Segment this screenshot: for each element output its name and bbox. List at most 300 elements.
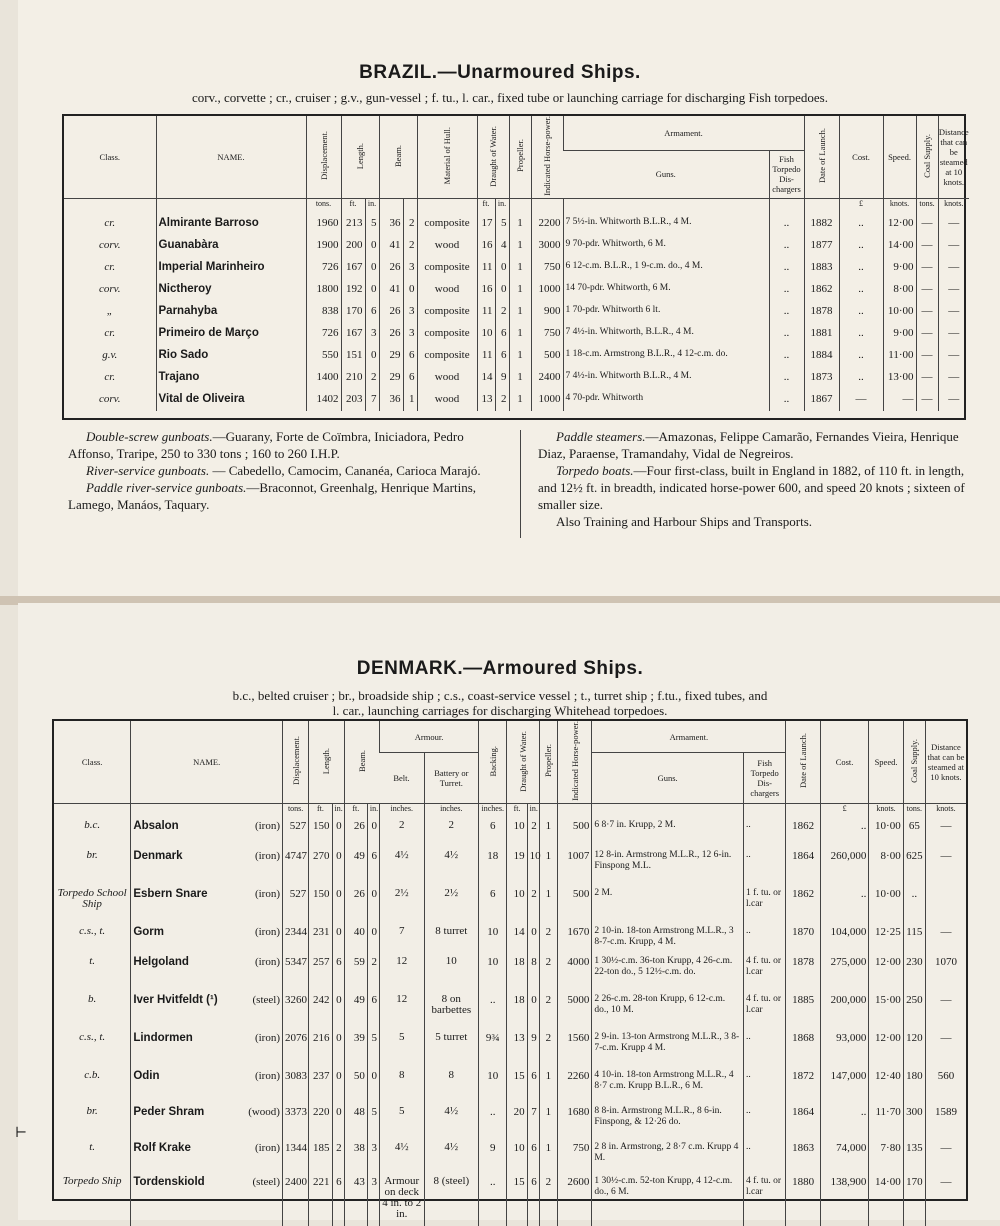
unit-ft: ft. (341, 198, 365, 213)
fish-cell: .. (743, 848, 785, 886)
length-ft-cell: 257 (309, 954, 332, 992)
beam-in-cell: 0 (367, 1068, 379, 1104)
table-row (54, 1104, 966, 1140)
displacement-cell: 527 (282, 818, 308, 848)
draught-in-cell: 5 (495, 213, 509, 235)
launch-cell: 1884 (804, 345, 839, 367)
displacement-cell: 726 (306, 323, 341, 345)
belt-cell: 4½ (380, 1140, 424, 1174)
battery-cell: 4½ (424, 1104, 479, 1140)
displacement-cell: 3083 (282, 1068, 308, 1104)
beam-in-cell: 3 (403, 323, 417, 345)
beam-in-cell: 2 (403, 213, 417, 235)
fish-cell: 4 f. tu. or l.car (743, 954, 785, 992)
backing-cell: 6 (479, 818, 507, 848)
beam-in-cell: 2 (403, 235, 417, 257)
table-row (64, 389, 969, 411)
cost-cell: .. (839, 367, 883, 389)
unit-inches: inches. (424, 803, 479, 818)
speed-cell: 12·25 (869, 924, 903, 954)
length-ft-cell: 167 (341, 323, 365, 345)
displacement-cell: 838 (306, 301, 341, 323)
length-ft-cell: 270 (309, 848, 332, 886)
draught-in-cell: 6 (527, 1068, 539, 1104)
unit-in: in. (527, 803, 539, 818)
speed-cell: 14·00 (869, 1174, 903, 1226)
class-cell: br. (86, 848, 98, 861)
draught-ft-cell: 10 (507, 818, 527, 848)
backing-cell: 9 (479, 1140, 507, 1174)
propeller-cell: 1 (509, 213, 531, 235)
launch-cell: 1862 (804, 279, 839, 301)
coal-cell: — (916, 257, 938, 279)
length-in-cell: 0 (332, 992, 344, 1030)
draught-in-cell: 7 (527, 1104, 539, 1140)
ihp-cell: 1000 (531, 279, 563, 301)
brazil-table (64, 116, 969, 411)
hull-material: (steel) (252, 993, 280, 1006)
beam-in-cell: 3 (403, 257, 417, 279)
class-cell: b.c. (84, 818, 101, 831)
backing-cell: 10 (479, 954, 507, 992)
propeller-cell: 1 (539, 886, 557, 924)
belt-cell: 12 (380, 954, 424, 992)
draught-in-cell: 10 (527, 848, 539, 886)
distance-cell: — (925, 848, 966, 886)
beam-ft-cell: 26 (344, 818, 367, 848)
cost-cell: .. (820, 1104, 869, 1140)
fish-cell: .. (743, 1030, 785, 1068)
draught-in-cell: 8 (527, 954, 539, 992)
draught-in-cell: 2 (527, 886, 539, 924)
fish-cell: 4 f. tu. or l.car (743, 992, 785, 1030)
beam-in-cell: 0 (367, 886, 379, 924)
cost-cell: 93,000 (820, 1030, 869, 1068)
propeller-cell: 1 (539, 818, 557, 848)
unit-ft: ft. (477, 198, 495, 213)
backing-cell: .. (479, 992, 507, 1030)
guns-cell: 2 9-in. 13-ton Armstrong M.L.R., 3 8-7-c.m. Krupp 4 M. (592, 1030, 744, 1068)
launch-cell: 1885 (786, 992, 820, 1030)
col-material: Material of Hull. (442, 127, 452, 185)
draught-in-cell: 0 (527, 924, 539, 954)
col-displacement: Displacement. (290, 736, 301, 786)
distance-cell: — (938, 367, 969, 389)
class-cell: br. (86, 1104, 98, 1117)
denmark-units-row (54, 803, 966, 818)
name-cell: Vital de Oliveira (156, 389, 306, 411)
unit-tons: tons. (306, 198, 341, 213)
coal-cell: 120 (903, 1030, 925, 1068)
displacement-cell: 2400 (282, 1174, 308, 1226)
coal-cell: — (916, 279, 938, 301)
coal-cell: 115 (903, 924, 925, 954)
guns-cell: 7 4½-in. Whitworth B.L.R., 4 M. (563, 367, 769, 389)
beam-in-cell: 1 (403, 389, 417, 411)
beam-in-cell: 6 (403, 345, 417, 367)
cost-cell: .. (839, 257, 883, 279)
name-cell: Trajano (156, 367, 306, 389)
table-row (54, 848, 966, 886)
class-cell: cr. (104, 326, 116, 339)
unit-knots: knots. (869, 803, 903, 818)
draught-ft-cell: 19 (507, 848, 527, 886)
name-cell (131, 924, 283, 954)
hull-material: (iron) (254, 1141, 280, 1154)
col-fish: Fish Torpedo Dis-chargers (743, 753, 785, 804)
backing-cell: 6 (479, 886, 507, 924)
denmark-table (54, 721, 966, 1226)
ship-name: Esbern Snare (133, 887, 208, 900)
belt-cell: 5 (380, 1030, 424, 1068)
fish-cell: .. (743, 818, 785, 848)
beam-ft-cell: 39 (344, 1030, 367, 1068)
length-ft-cell: 167 (341, 257, 365, 279)
length-ft-cell: 220 (309, 1104, 332, 1140)
displacement-cell: 3260 (282, 992, 308, 1030)
ship-name: Peder Shram (133, 1105, 205, 1118)
cost-cell: 260,000 (820, 848, 869, 886)
displacement-cell: 527 (282, 886, 308, 924)
col-class: Class. (54, 721, 131, 803)
ihp-cell: 1680 (557, 1104, 591, 1140)
guns-cell: 4 70-pdr. Whitworth (563, 389, 769, 411)
denmark-legend-2: l. car., launching carriages for discharging Whitehead torpedoes. (332, 703, 668, 718)
speed-cell: 8·00 (869, 848, 903, 886)
length-in-cell: 6 (332, 954, 344, 992)
denmark-title: DENMARK.—Armoured Ships. (356, 658, 644, 679)
launch-cell: 1878 (804, 301, 839, 323)
speed-cell: 10·00 (883, 301, 916, 323)
beam-in-cell: 0 (403, 279, 417, 301)
denmark-table-frame (52, 719, 968, 1220)
launch-cell: 1862 (786, 886, 820, 924)
beam-ft-cell: 26 (344, 886, 367, 924)
ihp-cell: 1560 (557, 1030, 591, 1068)
length-in-cell: 0 (332, 1104, 344, 1140)
unit-in: in. (367, 803, 379, 818)
coal-cell: — (916, 213, 938, 235)
guns-cell: 6 12-c.m. B.L.R., 1 9-c.m. do., 4 M. (563, 257, 769, 279)
length-in-cell: 0 (332, 848, 344, 886)
table-row (64, 367, 969, 389)
beam-ft-cell: 59 (344, 954, 367, 992)
draught-ft-cell: 17 (477, 213, 495, 235)
ship-name: Absalon (133, 819, 179, 832)
ship-name: Helgoland (133, 955, 189, 968)
distance-cell: — (938, 301, 969, 323)
displacement-cell: 4747 (282, 848, 308, 886)
guns-cell: 8 8-in. Armstrong M.L.R., 8 6-in. Finspong, & 12·26 do. (592, 1104, 744, 1140)
unit-tons: tons. (282, 803, 308, 818)
draught-in-cell: 6 (527, 1140, 539, 1174)
draught-ft-cell: 10 (507, 886, 527, 924)
length-ft-cell: 151 (341, 345, 365, 367)
ship-name: Gorm (133, 925, 164, 938)
guns-cell: 12 8-in. Armstrong M.L.R., 12 6-in. Finspong M.L. (592, 848, 744, 886)
name-cell (131, 954, 283, 992)
belt-cell: 7 (380, 924, 424, 954)
brazil-legend: corv., corvette ; cr., cruiser ; g.v., gun-vessel ; f. tu., l. car., fixed tube or launching carriage for discharging Fish torpedoes. (192, 90, 828, 105)
propeller-cell: 1 (509, 323, 531, 345)
cost-cell: .. (839, 345, 883, 367)
hull-material: (iron) (254, 1031, 280, 1044)
class-cell: c.b. (84, 1068, 101, 1081)
draught-in-cell: 0 (495, 257, 509, 279)
class-cell: Torpedo Ship (62, 1174, 122, 1187)
launch-cell: 1881 (804, 323, 839, 345)
note-river-service: River-service gunboats. — Cabedello, Camocim, Cananéa, Carioca Marajó. (86, 463, 481, 478)
distance-cell: 1070 (925, 954, 966, 992)
col-distance: Distance that can be steamed at 10 knots. (938, 116, 969, 198)
coal-cell: 250 (903, 992, 925, 1030)
guns-cell: 7 5½-in. Whitworth B.L.R., 4 M. (563, 213, 769, 235)
length-in-cell: 0 (332, 924, 344, 954)
battery-cell: 4½ (424, 1140, 479, 1174)
speed-cell: 12·40 (869, 1068, 903, 1104)
draught-ft-cell: 10 (507, 1140, 527, 1174)
launch-cell: 1883 (804, 257, 839, 279)
speed-cell: 12·00 (869, 954, 903, 992)
unit-pound: £ (820, 803, 869, 818)
battery-cell: 8 turret (424, 924, 479, 954)
name-cell (131, 886, 283, 924)
hull-material: (iron) (254, 887, 280, 900)
distance-cell: 1589 (925, 1104, 966, 1140)
distance-cell: — (925, 924, 966, 954)
speed-cell: 12·00 (883, 213, 916, 235)
draught-ft-cell: 11 (477, 257, 495, 279)
brazil-notes-right (538, 428, 968, 530)
battery-cell: 4½ (424, 848, 479, 886)
displacement-cell: 5347 (282, 954, 308, 992)
length-in-cell: 3 (365, 323, 379, 345)
launch-cell: 1872 (786, 1068, 820, 1104)
unit-ft: ft. (507, 803, 527, 818)
col-propeller: Propeller. (515, 139, 525, 173)
length-ft-cell: 170 (341, 301, 365, 323)
launch-cell: 1882 (804, 213, 839, 235)
displacement-cell: 1402 (306, 389, 341, 411)
beam-in-cell: 3 (367, 1174, 379, 1226)
battery-cell: 8 (424, 1068, 479, 1104)
name-cell (131, 1030, 283, 1068)
table-row (64, 323, 969, 345)
belt-cell: 2 (380, 818, 424, 848)
table-row (54, 1174, 966, 1226)
hull-material: (steel) (252, 1175, 280, 1188)
launch-cell: 1873 (804, 367, 839, 389)
speed-cell: 13·00 (883, 367, 916, 389)
draught-ft-cell: 11 (477, 345, 495, 367)
beam-ft-cell: 26 (379, 301, 403, 323)
class-cell: cr. (104, 216, 116, 229)
cost-cell: .. (820, 818, 869, 848)
col-length: Length. (355, 142, 365, 169)
brazil-title: BRAZIL.—Unarmoured Ships. (359, 62, 641, 83)
beam-ft-cell: 36 (379, 213, 403, 235)
draught-in-cell: 2 (527, 818, 539, 848)
beam-ft-cell: 36 (379, 389, 403, 411)
propeller-cell: 1 (509, 389, 531, 411)
table-row (64, 257, 969, 279)
table-row (54, 924, 966, 954)
note-training: Also Training and Harbour Ships and Transports. (556, 514, 813, 529)
battery-cell: 5 turret (424, 1030, 479, 1068)
col-guns: Guns. (563, 151, 769, 199)
name-cell: Almirante Barroso (156, 213, 306, 235)
cost-cell: .. (820, 886, 869, 924)
distance-cell: — (925, 1174, 966, 1226)
col-guns: Guns. (592, 753, 744, 804)
cost-cell: 104,000 (820, 924, 869, 954)
col-coal: Coal Supply. (909, 738, 920, 783)
name-cell (131, 1140, 283, 1174)
unit-distance-knots: knots. (925, 803, 966, 818)
beam-ft-cell: 29 (379, 345, 403, 367)
draught-ft-cell: 13 (507, 1030, 527, 1068)
draught-ft-cell: 16 (477, 235, 495, 257)
beam-ft-cell: 50 (344, 1068, 367, 1104)
class-cell: t. (89, 1140, 96, 1153)
col-fish: Fish Torpedo Dis-chargers (769, 151, 804, 199)
draught-ft-cell: 14 (507, 924, 527, 954)
col-length: Length. (321, 747, 332, 774)
length-in-cell: 0 (332, 1068, 344, 1104)
name-cell (131, 1068, 283, 1104)
propeller-cell: 1 (509, 257, 531, 279)
distance-cell: — (938, 279, 969, 301)
displacement-cell: 1400 (306, 367, 341, 389)
length-ft-cell: 192 (341, 279, 365, 301)
propeller-cell: 1 (509, 301, 531, 323)
displacement-cell: 1960 (306, 213, 341, 235)
name-cell (131, 1174, 283, 1226)
battery-cell: 8 on barbettes (424, 992, 479, 1030)
displacement-cell: 2076 (282, 1030, 308, 1068)
beam-in-cell: 5 (367, 1030, 379, 1068)
distance-cell: — (938, 323, 969, 345)
beam-in-cell: 0 (367, 818, 379, 848)
launch-cell: 1864 (786, 848, 820, 886)
ihp-cell: 2200 (531, 213, 563, 235)
draught-ft-cell: 18 (507, 954, 527, 992)
name-cell (131, 992, 283, 1030)
cost-cell: 200,000 (820, 992, 869, 1030)
col-draught: Draught of Water. (518, 730, 529, 792)
draught-in-cell: 2 (495, 389, 509, 411)
unit-inches: inches. (479, 803, 507, 818)
ihp-cell: 500 (557, 886, 591, 924)
class-cell: g.v. (102, 348, 118, 361)
col-name: NAME. (131, 721, 283, 803)
fish-cell: .. (743, 1104, 785, 1140)
material-cell: wood (417, 279, 477, 301)
ship-name: Rolf Krake (133, 1141, 191, 1154)
table-row (54, 1030, 966, 1068)
ship-name: Iver Hvitfeldt (¹) (133, 993, 218, 1006)
table-row (64, 301, 969, 323)
class-cell: t. (89, 954, 96, 967)
propeller-cell: 2 (539, 1030, 557, 1068)
cost-cell: .. (839, 279, 883, 301)
draught-in-cell: 9 (495, 367, 509, 389)
coal-cell: — (916, 235, 938, 257)
name-cell: Nictheroy (156, 279, 306, 301)
col-beam: Beam. (393, 144, 403, 167)
backing-cell: 10 (479, 924, 507, 954)
launch-cell: 1864 (786, 1104, 820, 1140)
fish-cell: .. (769, 301, 804, 323)
class-cell: Torpedo School Ship (57, 886, 127, 910)
ihp-cell: 750 (531, 257, 563, 279)
coal-cell: — (916, 345, 938, 367)
table-row (64, 345, 969, 367)
draught-in-cell: 6 (527, 1174, 539, 1226)
draught-in-cell: 4 (495, 235, 509, 257)
hull-material: (wood) (248, 1105, 280, 1118)
class-cell: corv. (99, 238, 121, 251)
name-cell: Guanabàra (156, 235, 306, 257)
length-ft-cell: 200 (341, 235, 365, 257)
col-armament: Armament. (563, 116, 804, 151)
length-in-cell: 0 (365, 345, 379, 367)
fish-cell: 1 f. tu. or l.car (743, 886, 785, 924)
col-ihp: Indicated Horse-power. (542, 116, 552, 196)
draught-ft-cell: 16 (477, 279, 495, 301)
distance-cell: 560 (925, 1068, 966, 1104)
coal-cell: 230 (903, 954, 925, 992)
note-paddle-steamers: Paddle steamers.—Amazonas, Felippe Camarão, Fernandes Vieira, Henrique Diaz, Paraense, Tramandahy, Vidal de Negreiros. (538, 429, 959, 461)
beam-ft-cell: 26 (379, 257, 403, 279)
material-cell: wood (417, 235, 477, 257)
class-cell: c.s., t. (79, 1030, 106, 1043)
cost-cell: 74,000 (820, 1140, 869, 1174)
distance-cell: — (938, 345, 969, 367)
beam-in-cell: 5 (367, 1104, 379, 1140)
backing-cell: 10 (479, 1068, 507, 1104)
ihp-cell: 1000 (531, 389, 563, 411)
name-cell: Primeiro de Março (156, 323, 306, 345)
cost-cell: 275,000 (820, 954, 869, 992)
hull-material: (iron) (254, 1069, 280, 1082)
propeller-cell: 1 (509, 367, 531, 389)
length-ft-cell: 203 (341, 389, 365, 411)
coal-cell: .. (903, 886, 925, 924)
beam-ft-cell: 41 (379, 279, 403, 301)
beam-in-cell: 6 (367, 992, 379, 1030)
launch-cell: 1867 (804, 389, 839, 411)
propeller-cell: 2 (539, 1174, 557, 1226)
draught-ft-cell: 14 (477, 367, 495, 389)
ihp-cell: 750 (531, 323, 563, 345)
guns-cell: 2 26-c.m. 28-ton Krupp, 6 12-c.m. do., 10 M. (592, 992, 744, 1030)
beam-ft-cell: 49 (344, 848, 367, 886)
guns-cell: 7 4½-in. Whitworth, B.L.R., 4 M. (563, 323, 769, 345)
col-launch: Date of Launch. (798, 733, 809, 789)
coal-cell: 180 (903, 1068, 925, 1104)
cost-cell: .. (839, 213, 883, 235)
col-speed: Speed. (869, 721, 903, 803)
ihp-cell: 500 (557, 818, 591, 848)
coal-cell: 625 (903, 848, 925, 886)
table-row (54, 1068, 966, 1104)
col-armour: Armour. (380, 721, 479, 753)
beam-in-cell: 0 (367, 924, 379, 954)
coal-cell: 65 (903, 818, 925, 848)
material-cell: wood (417, 389, 477, 411)
distance-cell: — (938, 235, 969, 257)
